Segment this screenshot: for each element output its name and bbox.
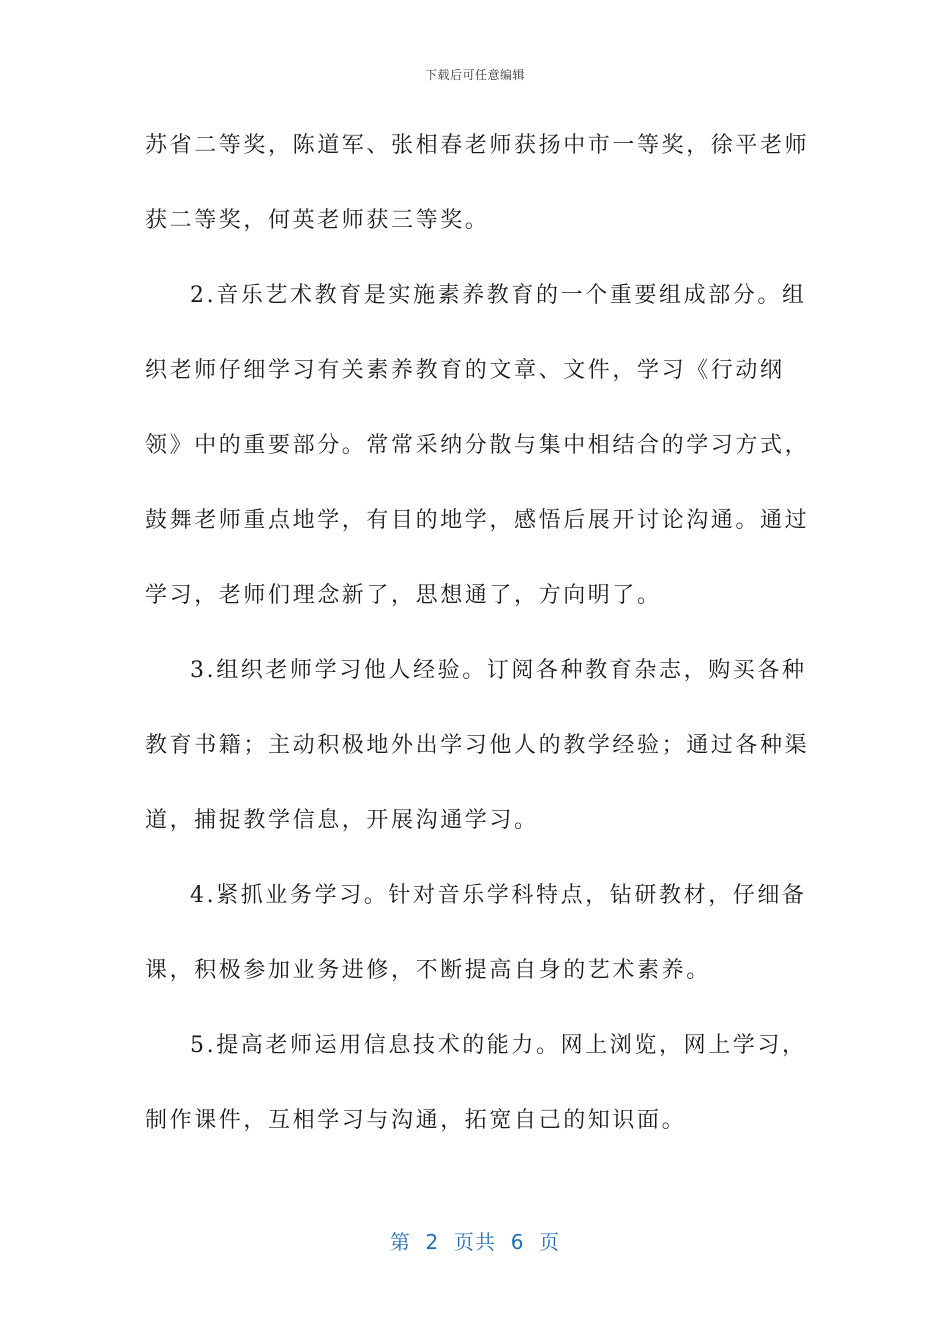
body-line: 课，积极参加业务进修，不断提高自身的艺术素养。 xyxy=(145,958,711,983)
body-line: 领》中的重要部分。常常采纳分散与集中相结合的学习方式， xyxy=(145,433,810,458)
page-footer xyxy=(0,1226,950,1255)
body-line: 苏省二等奖，陈道军、张相春老师获扬中市一等奖，徐平老师 xyxy=(145,133,810,158)
body-line: 教育书籍；主动积极地外出学习他人的教学经验；通过各种渠 xyxy=(145,733,810,758)
body-line: 鼓舞老师重点地学，有目的地学，感悟后展开讨论沟通。通过 xyxy=(145,508,810,533)
page-header-note: 下载后可任意编辑 xyxy=(424,68,525,82)
body-line: 获二等奖，何英老师获三等奖。 xyxy=(145,208,490,233)
paragraph-start-line: 2.音乐艺术教育是实施素养教育的一个重要组成部分。组 xyxy=(190,283,807,308)
page-number-label: 第 2 页共 6 页 xyxy=(389,1230,561,1254)
paragraph-start-line: 4.紧抓业务学习。针对音乐学科特点，钻研教材，仔细备 xyxy=(190,883,807,908)
body-line: 制作课件，互相学习与沟通，拓宽自己的知识面。 xyxy=(145,1108,687,1133)
body-line: 学习，老师们理念新了，思想通了，方向明了。 xyxy=(145,583,662,608)
paragraph-start-line: 5.提高老师运用信息技术的能力。网上浏览，网上学习， xyxy=(190,1033,807,1058)
paragraph-start-line: 3.组织老师学习他人经验。订阅各种教育杂志，购买各种 xyxy=(190,658,807,683)
body-line: 道，捕捉教学信息，开展沟通学习。 xyxy=(145,808,539,833)
body-line: 织老师仔细学习有关素养教育的文章、文件，学习《行动纲 xyxy=(145,358,785,383)
